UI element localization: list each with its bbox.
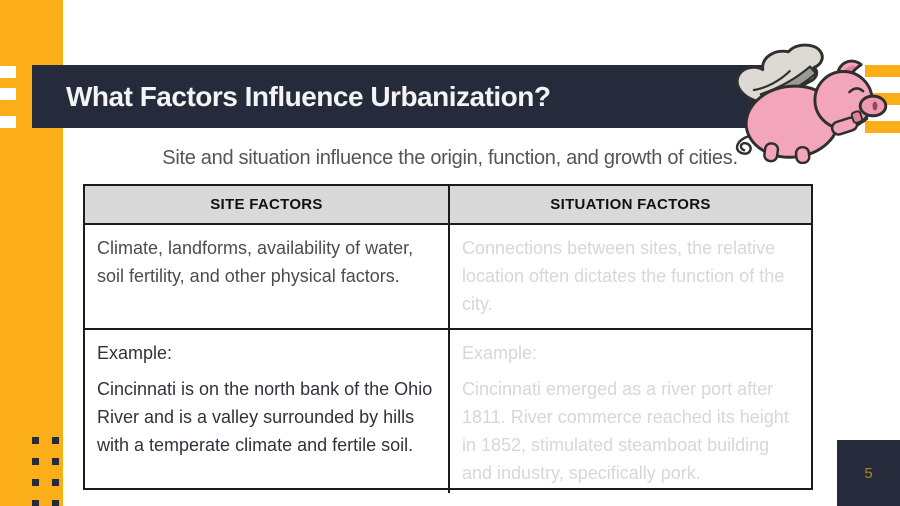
cell-site-example	[85, 330, 448, 493]
page-number: 5	[864, 464, 873, 482]
header-situation-factors: SITUATION FACTORS	[448, 186, 811, 225]
dot	[52, 437, 59, 444]
site-example-label: Example:	[97, 343, 173, 363]
page-title: What Factors Influence Urbanization?	[66, 80, 551, 112]
dot	[52, 458, 59, 465]
situation-example-text: Cincinnati emerged as a river port after 1811. River commerce reached its height in 1852, stimulated steamboat building and industry, specifically pork.	[462, 379, 789, 483]
left-stripe-notch	[0, 88, 16, 100]
site-example-text: Cincinnati is on the north bank of the Ohio River and is a valley surrounded by hills with a temperate climate and fertile soil.	[97, 379, 433, 455]
flying-pig-illustration	[727, 41, 895, 164]
flying-pig-icon	[727, 41, 895, 164]
page-number-box	[837, 440, 900, 506]
title-bar	[32, 65, 788, 128]
situation-example-label: Example:	[462, 343, 538, 363]
dot	[32, 500, 39, 506]
dot	[32, 479, 39, 486]
site-description-text: Climate, landforms, availability of water, soil fertility, and other physical factors.	[97, 238, 414, 286]
left-stripe-notch	[0, 116, 16, 128]
situation-description-text: Connections between sites, the relative location often dictates the function of the city.	[462, 238, 785, 314]
dot	[52, 500, 59, 506]
subtitle-text: Site and situation influence the origin, function, and growth of cities.	[162, 147, 738, 169]
dot	[52, 479, 59, 486]
cell-situation-example	[448, 330, 811, 493]
cell-site-description	[85, 225, 448, 330]
cell-situation-description	[448, 225, 811, 330]
dot	[32, 437, 39, 444]
left-stripe-notch	[0, 66, 16, 78]
dot	[32, 458, 39, 465]
header-site-factors: SITE FACTORS	[85, 186, 448, 225]
decorative-dots-grid	[32, 437, 66, 506]
factors-table	[83, 184, 813, 490]
